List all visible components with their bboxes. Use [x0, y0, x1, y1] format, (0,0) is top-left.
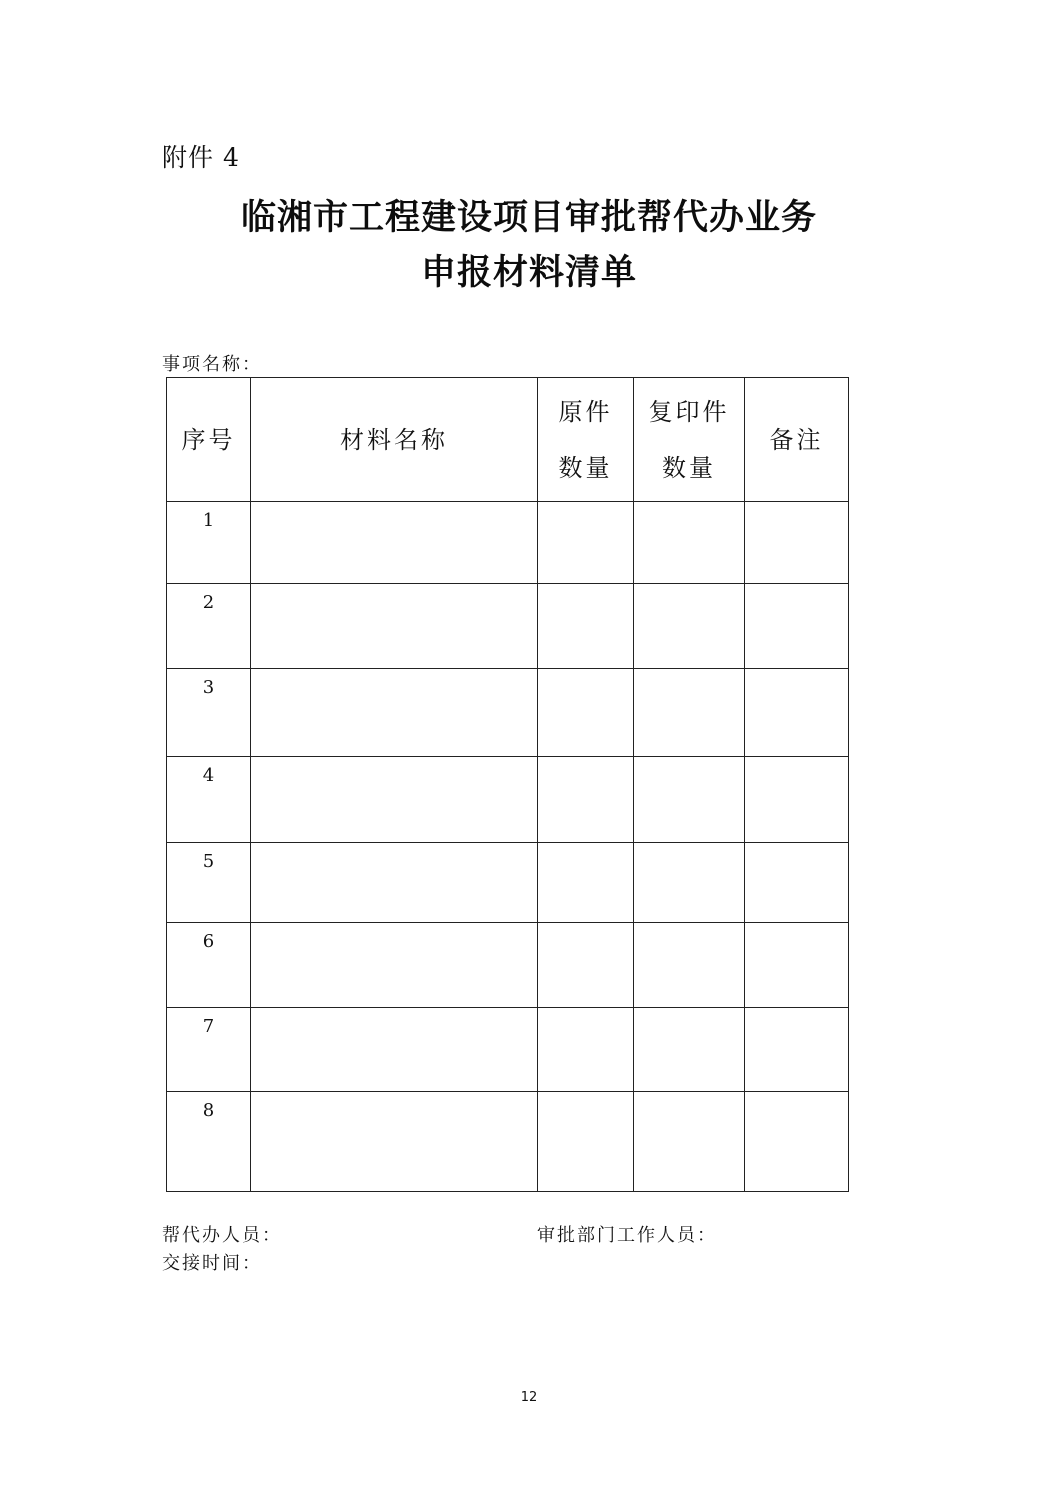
header-seq: 序号	[167, 378, 251, 502]
table-row	[167, 1092, 849, 1192]
material-name-cell[interactable]	[251, 757, 538, 843]
remarks-cell[interactable]	[745, 669, 849, 757]
row-seq: 6	[167, 923, 251, 1008]
header-copy-count	[634, 378, 745, 502]
table-row	[167, 669, 849, 757]
material-name-cell[interactable]	[251, 502, 538, 584]
table-row	[167, 923, 849, 1008]
copy-count-cell[interactable]	[634, 669, 745, 757]
remarks-cell[interactable]	[745, 502, 849, 584]
remarks-cell[interactable]	[745, 843, 849, 923]
row-seq: 1	[167, 502, 251, 584]
material-name-cell[interactable]	[251, 669, 538, 757]
header-material-name: 材料名称	[251, 378, 538, 502]
original-count-cell[interactable]	[538, 502, 634, 584]
approval-dept-staff-label: 审批部门工作人员：	[537, 1225, 717, 1246]
header-remarks: 备注	[745, 378, 849, 502]
original-count-cell[interactable]	[538, 923, 634, 1008]
document-title-line1: 临湘市工程建设项目审批帮代办业务	[240, 198, 817, 238]
helper-staff-label: 帮代办人员：	[162, 1225, 282, 1246]
table-header-row	[167, 378, 849, 502]
header-original-line2: 数量	[558, 453, 613, 482]
remarks-cell[interactable]	[745, 1008, 849, 1092]
remarks-cell[interactable]	[745, 923, 849, 1008]
original-count-cell[interactable]	[538, 1092, 634, 1192]
copy-count-cell[interactable]	[634, 1092, 745, 1192]
remarks-cell[interactable]	[745, 584, 849, 669]
row-seq: 7	[167, 1008, 251, 1092]
table-row	[167, 584, 849, 669]
material-name-cell[interactable]	[251, 1008, 538, 1092]
materials-table	[166, 377, 849, 1192]
original-count-cell[interactable]	[538, 757, 634, 843]
remarks-cell[interactable]	[745, 1092, 849, 1192]
table-row	[167, 1008, 849, 1092]
item-name-label: 事项名称：	[162, 354, 262, 375]
original-count-cell[interactable]	[538, 669, 634, 757]
copy-count-cell[interactable]	[634, 502, 745, 584]
row-seq: 3	[167, 669, 251, 757]
header-original-line1: 原件	[558, 397, 613, 426]
header-copy-line2: 数量	[662, 453, 716, 482]
original-count-cell[interactable]	[538, 1008, 634, 1092]
row-seq: 2	[167, 584, 251, 669]
remarks-cell[interactable]	[745, 757, 849, 843]
table-row	[167, 502, 849, 584]
copy-count-cell[interactable]	[634, 923, 745, 1008]
material-name-cell[interactable]	[251, 584, 538, 669]
attachment-label: 附件 4	[162, 143, 240, 172]
header-copy-line1: 复印件	[648, 397, 730, 426]
page-number: 12	[520, 1390, 538, 1405]
row-seq: 4	[167, 757, 251, 843]
copy-count-cell[interactable]	[634, 757, 745, 843]
copy-count-cell[interactable]	[634, 843, 745, 923]
header-original-count	[538, 378, 634, 502]
table-row	[167, 757, 849, 843]
row-seq: 5	[167, 843, 251, 923]
material-name-cell[interactable]	[251, 1092, 538, 1192]
material-name-cell[interactable]	[251, 923, 538, 1008]
original-count-cell[interactable]	[538, 843, 634, 923]
material-name-cell[interactable]	[251, 843, 538, 923]
original-count-cell[interactable]	[538, 584, 634, 669]
document-title-line2: 申报材料清单	[420, 253, 637, 293]
row-seq: 8	[167, 1092, 251, 1192]
copy-count-cell[interactable]	[634, 1008, 745, 1092]
handover-time-label: 交接时间：	[162, 1253, 262, 1274]
table-row	[167, 843, 849, 923]
copy-count-cell[interactable]	[634, 584, 745, 669]
